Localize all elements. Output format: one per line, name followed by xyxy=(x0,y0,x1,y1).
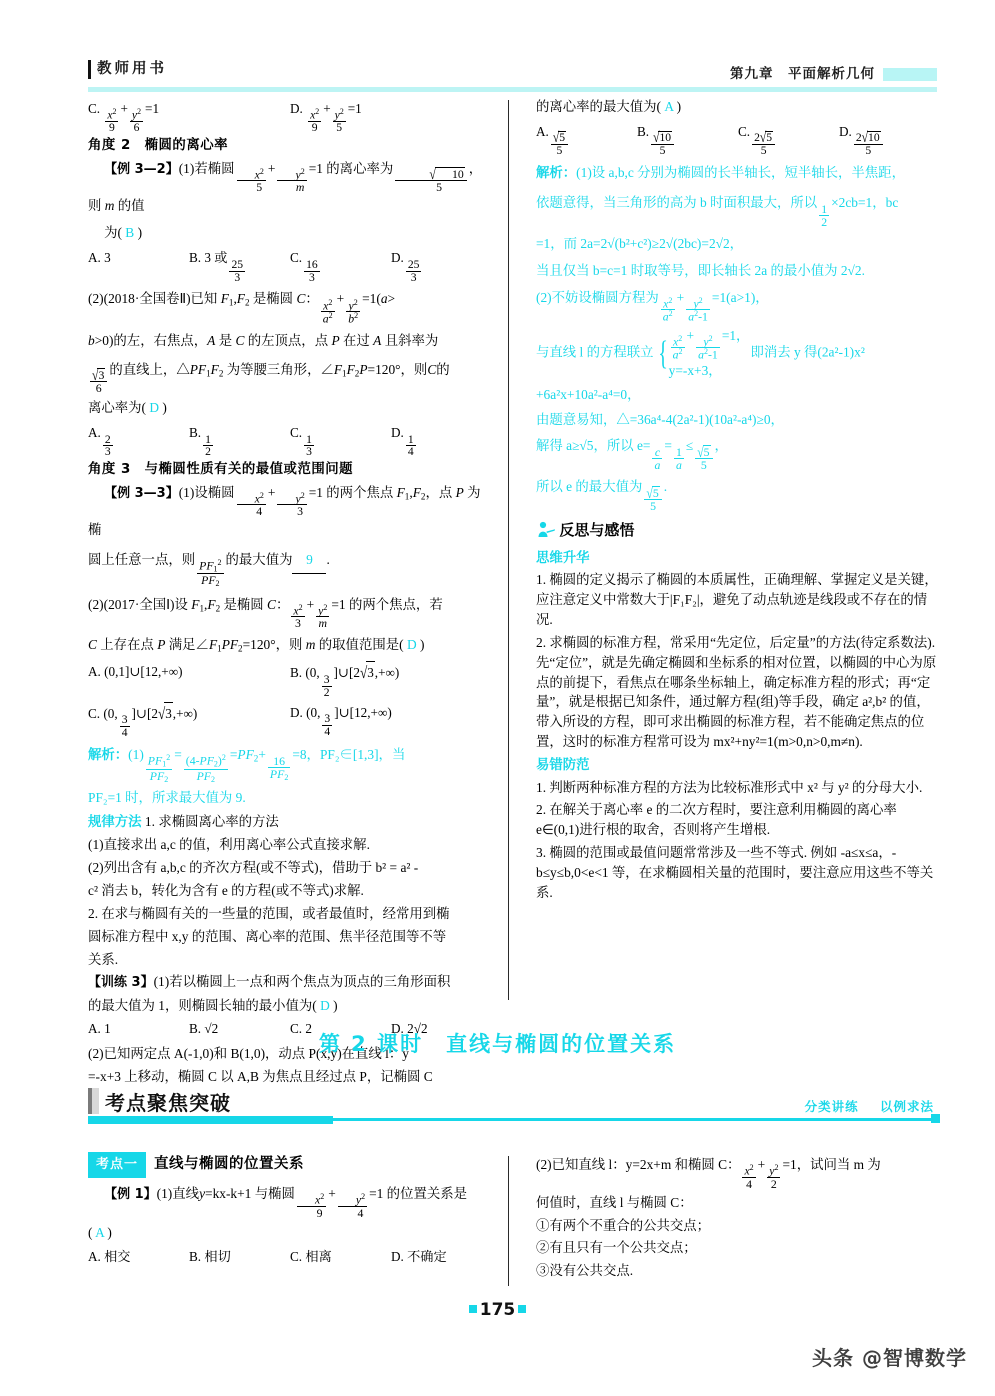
right-jiexi-l4: 当且仅当 b=c=1 时取等号，即长轴长 2a 的最小值为 2√2. xyxy=(536,262,865,278)
option-b: B. $\frac{√10}{5}$ xyxy=(637,121,738,157)
option-c: C. $\frac{1}{3}$ xyxy=(290,425,312,459)
band-marker-icon xyxy=(88,1088,99,1114)
right-top-options xyxy=(536,121,940,157)
example-1-part2-item-3: ③没有公共交点. xyxy=(536,1263,634,1279)
running-head-left: 教师用书 xyxy=(88,60,167,79)
example-3-3-part2-l1: (2)(2017·全国Ⅰ)设 $F_1,F_2$ 是椭圆 C： $\frac{x^2}{3}$ + $\frac{y^2}{m}$ =1 的两个焦点，若 xyxy=(88,596,443,631)
band-tag-1: 分类讲练 xyxy=(804,1099,859,1114)
yicuo-heading: 易错防范 xyxy=(536,756,590,772)
answer-3-2-1: B xyxy=(125,225,135,241)
guilv-item-1: (1)直接求出 a,c 的值，利用离心率公式直接求解. xyxy=(88,837,370,853)
option-a: A. (0,1]∪[12,+∞) xyxy=(88,664,183,680)
header-chip xyxy=(883,68,937,81)
folio-dot-right xyxy=(518,1305,526,1313)
watermark: 头条 @智博数学 xyxy=(812,1346,967,1370)
example-3-2-answer-line: 为( B ) xyxy=(104,225,143,241)
kaodian-heading xyxy=(88,1152,492,1178)
section-band-title: 考点聚焦突破 xyxy=(105,1090,231,1115)
header-rule xyxy=(88,87,937,92)
prev-question-options xyxy=(88,98,492,134)
option-c: C. 相离 xyxy=(290,1249,332,1265)
answer-right-top: A xyxy=(664,99,674,114)
lower-left-column xyxy=(88,1152,492,1272)
right-jiexi-l1: 解析：(1)设 a,b,c 分别为椭圆的长半轴长，短半轴长，半焦距， xyxy=(536,164,905,181)
option-c: C. (0, $\frac{3}{4}$ ]∪[2√3,+∞) xyxy=(88,703,198,740)
right-jiexi-2-l1: (2)不妨设椭圆方程为 $\frac{x^2}{a^2}$ + $\frac{y^2}{a^2-1}$ =1(a>1)， xyxy=(536,289,769,324)
option-a: A. 1 xyxy=(88,1021,111,1037)
example-3-2-part1: 【例 3—2】(1)若椭圆 $\frac{x^2}{5}$ + $\frac{y^2}{m}$ =1 的离心率为 $\frac{√ 10}{5}$ ，则 m 的值 xyxy=(88,160,483,214)
example-3-3-part1-l2: 圆上任意一点，则 $\frac{PF_1^2}{PF_2}$ 的最大值为 9 . xyxy=(88,547,492,589)
example-3-3-options-row2 xyxy=(88,702,492,739)
right-column xyxy=(536,96,940,906)
option-d: D. $\frac{1}{4}$ xyxy=(391,425,414,459)
answer-xunlian-3: D xyxy=(320,997,330,1013)
example-1-part2-item-1: ①有两个不重合的公共交点； xyxy=(536,1217,711,1233)
option-b: B. 3 或 $\frac{25}{3}$ xyxy=(189,250,244,284)
option-d: D. $\frac{2√10}{5}$ xyxy=(839,121,940,157)
section-band xyxy=(88,1085,940,1129)
example-3-2-part2-l2: b>0)的左，右焦点，A 是 C 的左顶点，点 P 在过 A 且斜率为 xyxy=(88,332,439,348)
right-jiexi-2-l5: 解得 a≥√5，所以 e= $\frac{c}{a}$ = $\frac{1}{a}$ ≤ $\frac{√5}{5}$ ， xyxy=(536,438,728,473)
prev-option-d: D. $\frac{x^2}{9}$ + $\frac{y^2}{5}$ =1 xyxy=(290,101,362,135)
example-1-options xyxy=(88,1246,492,1268)
folio-dot-left xyxy=(469,1305,477,1313)
right-jiexi-2-l6: 所以 e 的最大值为 $\frac{√5}{5}$ . xyxy=(536,479,668,513)
right-jiexi-2-l4: 由题意易知，△=36a⁴-4(2a²-1)(10a²-a⁴)≥0， xyxy=(536,411,784,427)
right-top-question: 的离心率的最大值为( A ) xyxy=(536,99,682,114)
right-jiexi-l3: =1，而 2a=2√(b²+c²)≥2√(2bc)=2√2， xyxy=(536,235,744,251)
yicuo-item-1: 1. 判断两种标准方程的方法为比较标准形式中 x² 与 y² 的分母大小. xyxy=(536,779,923,795)
person-idea-icon xyxy=(536,521,556,545)
page-folio xyxy=(0,1300,995,1320)
xunlian-3-part2-l2: =-x+3 上移动，椭圆 C 以 A,B 为焦点且经过点 P，记椭圆 C xyxy=(88,1068,433,1084)
example-1-answer-line: ( A ) xyxy=(88,1224,112,1240)
answer-example-1: A xyxy=(95,1224,105,1240)
example-1-part2-item-2: ②有且只有一个公共交点； xyxy=(536,1240,697,1256)
lower-columns xyxy=(88,1152,940,1287)
answer-3-3-2: D xyxy=(406,637,417,653)
band-end-cap xyxy=(931,1114,940,1123)
siwei-item-2: 2. 求椭圆的标准方程，常采用“先定位，后定量”的方法(待定系数法). 先“定位”，就是先确定椭圆和坐标系的相对位置，以椭圆的中心为原点的前提下，看焦点在哪条坐标轴上，确定标准方程的形式；再“定量”，就是根据已知条件，通过解方程(组)等手段，确定 a²,b² 的值，带入所设的方程，即可求出椭圆的标准方程，若不能确定焦点的位置，这时的标准方程常可设为 mx²+ny²=1(m>0,n>0,m≠n). xyxy=(536,634,937,749)
option-a: A. $\frac{√5}{5}$ xyxy=(536,121,637,157)
lower-column-divider xyxy=(508,1156,509,1286)
guilv-item-3b: 圆标准方程中 x,y 的范围、离心率的范围、焦半径范围等不等 xyxy=(88,928,447,944)
example-3-2-part2-l3: $\frac{√3}{6}$ 的直线上，$\triangle PF_1F_2$ 为等腰三角形，$\angle F_1F_2P=120^\circ$，则C的 xyxy=(92,361,450,396)
guilv-item-3c: 关系. xyxy=(88,951,119,967)
siwei-item-1: 1. 椭圆的定义揭示了椭圆的本质属性，正确理解、掌握定义是关键，应注意定义中常数大于|F₁F₂|，避免了动点轨迹是线段或不存在的情况. xyxy=(536,572,938,628)
guilv-item-2b: c² 消去 b，转化为含有 e 的方程(或不等式)求解. xyxy=(88,883,364,899)
section-band-tab xyxy=(88,1085,231,1117)
jiexi-left-l2: PF₂=1 时，所求最大值为 9. xyxy=(88,789,246,805)
option-b: B. (0, $\frac{3}{2}$ ]∪[2√3,+∞) xyxy=(290,663,400,699)
option-b: B. $\frac{1}{2}$ xyxy=(189,425,211,459)
example-3-3-part1-l1: 【例 3—3】(1)设椭圆 $\frac{x^2}{4}$ + $\frac{y^2}{3}$ =1 的两个焦点 $F_1,F_2$，点 P 为椭 xyxy=(88,484,481,538)
angle2-heading: 角度 2 椭圆的离心率 xyxy=(88,138,228,154)
example-3-3-part2-l2: C 上存在点 P 满足$\angle F_1PF_2=120^\circ$，则 m 的取值范围是( D ) xyxy=(88,637,425,654)
option-b: B. √2 xyxy=(189,1021,219,1037)
page-number: 175 xyxy=(479,1300,516,1320)
fansi-heading: 反思与感悟 xyxy=(536,518,940,545)
kaodian-badge: 考点一 xyxy=(88,1152,146,1178)
angle3-heading: 角度 3 与椭圆性质有关的最值或范围问题 xyxy=(88,462,354,478)
right-jiexi-l2: 依题意得，当三角形的高为 b 时面积最大，所以 $\frac{1}{2}$ ×2cb=1，bc xyxy=(536,195,899,229)
guilv-heading: 规律方法 1. 求椭圆离心率的方法 xyxy=(88,813,279,830)
column-divider xyxy=(508,100,509,1000)
right-jiexi-2-system: 与直线 l 的方程联立 { $\frac{x^2}{a^2}$ + $\frac{y^2}{a^2-1}$ =1， y=-x+3， 即消去 y 得(2a²-1)x² xyxy=(536,326,940,381)
example-3-3-options-row1 xyxy=(88,661,492,698)
yicuo-item-2: 2. 在解关于离心率 e 的二次方程时，要注意利用椭圆的离心率 e∈(0,1)进行根的取舍，否则将产生增根. xyxy=(536,802,897,838)
example-3-2-part2-options xyxy=(88,422,492,458)
yicuo-item-3: 3. 椭圆的范围或最值问题常常涉及一些不等式. 例如 -a≤x≤a，-b≤y≤b,0<e<1 等，在求椭圆相关量的范围时，要注意应用这些不等关系. xyxy=(536,845,934,900)
option-a: A. $\frac{2}{3}$ xyxy=(88,425,111,459)
equation-system: { $\frac{x^2}{a^2}$ + $\frac{y^2}{a^2-1}$ =1， y=-x+3， xyxy=(655,326,750,381)
xunlian-3-l2: 的最大值为 1，则椭圆长轴的最小值为( D ) xyxy=(88,997,338,1013)
band-tag-2: 以例求法 xyxy=(879,1099,934,1114)
running-head-right xyxy=(730,62,937,82)
option-c: C. 2 xyxy=(290,1021,312,1037)
section-band-tags xyxy=(789,1097,934,1115)
guilv-item-2a: (2)列出含有 a,b,c 的齐次方程(或不等式)，借助于 b² = a² - xyxy=(88,860,419,876)
option-a: A. 相交 xyxy=(88,1249,131,1265)
right-jiexi-2-l3: +6a²x+10a²-a⁴=0， xyxy=(536,386,641,402)
guilv-item-3a: 2. 在求与椭圆有关的一些量的范围，或者最值时，经常用到椭 xyxy=(88,905,450,921)
option-d: D. (0, $\frac{3}{4}$ ]∪[12,+∞) xyxy=(290,704,392,739)
system-row-2: y=-x+3， xyxy=(668,362,722,378)
example-1-part2-l1: (2)已知直线 l：y=2x+m 和椭圆 C： $\frac{x^2}{4}$ + $\frac{y^2}{2}$ =1，试问当 m 为 xyxy=(536,1157,881,1191)
example-3-2-part2-answer: 离心率为( D ) xyxy=(88,400,167,416)
prev-option-c: C. $\frac{x^2}{9}$ + $\frac{y^2}{6}$ =1 xyxy=(88,101,160,135)
band-rule-thick xyxy=(88,1116,333,1124)
xunlian-3-part2-l1: (2)已知两定点 A(-1,0)和 B(1,0)，动点 P(x,y)在直线 l：y xyxy=(88,1045,409,1061)
option-a: A. 3 xyxy=(88,250,111,266)
kaodian-title: 直线与椭圆的位置关系 xyxy=(154,1156,305,1172)
option-d: D. 2√2 xyxy=(391,1021,428,1037)
option-d: D. 不确定 xyxy=(391,1249,447,1265)
answer-blank-3-3-1: 9 xyxy=(292,547,326,574)
left-column xyxy=(88,96,492,1090)
siwei-heading: 思维升华 xyxy=(536,549,590,565)
lower-right-column xyxy=(536,1152,940,1284)
example-1-part2-l2: 何值时，直线 l 与椭圆 C： xyxy=(536,1194,693,1210)
example-3-2-part2-l1: (2)(2018·全国卷Ⅱ)已知 $F_1,F_2$ 是椭圆 C： $\frac{x^2}{a^2}$ + $\frac{y^2}{b^2}$ =1(a> xyxy=(88,291,396,326)
answer-3-2-2: D xyxy=(149,400,160,416)
jiexi-left-l1: 解析：(1) $\frac{PF_1^2}{PF_2}$ = $\frac{(4-PF_2)^2}{PF_2}$ $=PF_2+$ $\frac{16}{PF_2}$ =8，PF₂∈[1,3]，当 xyxy=(88,746,406,784)
example-1-line: 【例 1】(1)直线y=kx-k+1 与椭圆 $\frac{x^2}{9}$ + $\frac{y^2}{4}$ =1 的位置关系是 xyxy=(104,1186,468,1220)
running-head-chapter: 第九章 平面解析几何 xyxy=(730,66,875,82)
option-c: C. $\frac{2√5}{5}$ xyxy=(738,121,839,157)
option-d: D. $\frac{25}{3}$ xyxy=(391,250,420,284)
option-b: B. 相切 xyxy=(189,1249,231,1265)
option-c: C. $\frac{16}{3}$ xyxy=(290,250,318,284)
xunlian-3-l1: 【训练 3】(1)若以椭圆上一点和两个焦点为顶点的三角形面积 xyxy=(88,974,451,991)
session-title: 第 2 课时 直线与椭圆的位置关系 xyxy=(318,1032,677,1056)
system-row-1: $\frac{x^2}{a^2}$ + $\frac{y^2}{a^2-1}$ =1， xyxy=(672,327,750,362)
running-head xyxy=(88,60,937,90)
example-3-2-options xyxy=(88,247,492,283)
